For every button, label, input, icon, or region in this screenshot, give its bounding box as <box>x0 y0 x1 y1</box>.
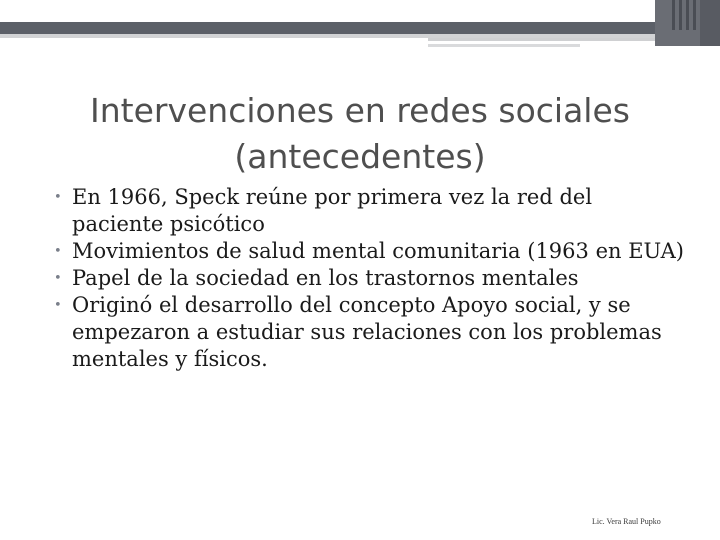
slide-title-line-1: Intervenciones en redes sociales <box>90 91 630 130</box>
footer-author: Lic. Vera Raul Pupko <box>592 517 661 526</box>
bullet-item <box>48 184 688 238</box>
bullet-item <box>48 265 688 292</box>
bullet-icon: • <box>54 298 62 313</box>
bullet-icon: • <box>54 190 62 205</box>
bullet-icon: • <box>54 244 62 259</box>
slide-title <box>40 88 680 180</box>
bullet-icon: • <box>54 271 62 286</box>
bullet-text: Originó el desarrollo del concepto Apoyo social, y se empezaron a estudiar sus relaciones con los problemas mentales y físicos. <box>72 293 662 371</box>
bullet-item <box>48 238 688 265</box>
bullet-text: En 1966, Speck reúne por primera vez la red del paciente psicótico <box>72 185 593 236</box>
bullet-text: Papel de la sociedad en los trastornos mentales <box>72 266 579 290</box>
decorative-line-short <box>428 44 580 47</box>
bullet-item <box>48 292 688 373</box>
corner-edge <box>700 0 720 46</box>
slide-title-line-2: (antecedentes) <box>234 137 486 176</box>
bullet-text: Movimientos de salud mental comunitaria (1963 en EUA) <box>72 239 684 263</box>
bullet-list <box>48 184 688 373</box>
top-decorative-bar <box>0 22 655 34</box>
decorative-line <box>428 38 670 41</box>
